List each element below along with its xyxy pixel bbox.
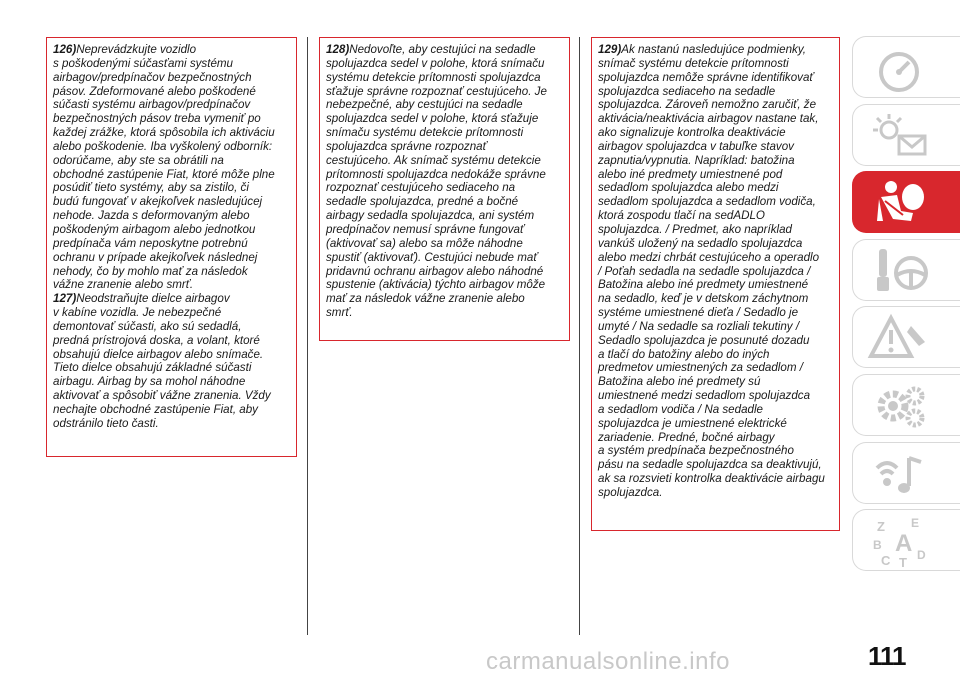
tab-safety[interactable]	[852, 171, 960, 233]
warning-text: Neodstraňujte dielce airbagov v kabíne vozidla. Je nebezpečné demontovať súčasti, ako sú sedadlá, predná prístrojová doska, a volant, ktoré obsahujú dielce airbagov alebo snímače. Tieto dielce obsahujú základné súčasti airbagu. Airbag by sa mohol náhodne aktivovať a spôsobiť vážne zranenia. Vždy nechajte obchodné zastúpenie Fiat, aby odstránilo tieto časti.	[53, 292, 271, 430]
warning-number: 128)	[326, 43, 350, 56]
index-letter: A	[895, 530, 913, 558]
maintenance-gears-icon	[867, 380, 931, 432]
key-steering-wheel-icon	[867, 245, 931, 297]
warning-box-1	[46, 37, 297, 457]
tab-warning-lights[interactable]	[852, 104, 960, 166]
tab-maintenance[interactable]	[852, 374, 960, 436]
watermark: carmanualsonline.info	[486, 648, 730, 675]
warning-number: 129)	[598, 43, 622, 56]
multimedia-icon	[867, 448, 931, 500]
airbag-seat-icon	[867, 177, 931, 229]
warning-text: Ak nastanú nasledujúce podmienky, snímač systému detekcie prítomnosti spolujazdca nemôže správne identifikovať spolujazdca sediaceho na sedadle spolujazdca. Zároveň nemožno zaručiť, že aktivácia/neaktivácia airbagov nastane tak, ako signalizuje kontrolka deaktivácie airbagov spolujazdca v tabuľke stavov zapnutia/vypnutia. Napríklad: batožina alebo iné predmety umiestnené pod sedadlom spolujazdca alebo medzi sedadlom spolujazdca a sedadlom vodiča, ktorá zospodu tlačí na sedADLO spolujazdca. / Predmet, ako napríklad vankúš uložený na sedadlo spolujazdca alebo medzi chrbát cestujúceho a operadlo / Poťah sedadla na sedadle spolujazdca / Batožina alebo iné predmety umiestnené na sedadlo, keď je v detskom záchytnom systéme umiestnené dieťa / Sedadlo je umyté / Na sedadle sa rozliali tekutiny / Sedadlo spolujazdca je posunuté dozadu a tlačí do batožiny alebo do iných predmetov umiestnených za sedadlom / Batožina alebo iné predmety sú umiestnené medzi sedadlom spolujazdca a sedadlom vodiča / Na sedadle spolujazdca je umiestnené elektrické zariadenie. Predné, bočné airbagy a systém predpínača bezpečnostného pásu na sedadle spolujazdca sa deaktivujú, ak sa rozsvieti kontrolka deaktivácie airbagu spolujazdca.	[598, 43, 825, 499]
index-letter: B	[873, 538, 882, 553]
warning-box-3	[591, 37, 840, 531]
chapter-tabs	[852, 36, 960, 577]
tab-starting-driving[interactable]	[852, 239, 960, 301]
emergency-warning-triangle-icon	[867, 312, 931, 364]
page-number: 111	[868, 641, 906, 671]
tab-emergency[interactable]	[852, 306, 960, 368]
index-letter: E	[911, 516, 920, 531]
index-letter: Z	[877, 519, 885, 535]
warning-number: 127)	[53, 292, 77, 306]
column-divider	[307, 37, 308, 635]
tab-index[interactable]	[852, 509, 960, 571]
tab-dashboard[interactable]	[852, 36, 960, 98]
warning-127	[53, 292, 296, 430]
warning-number: 126)	[53, 43, 77, 56]
warning-129	[598, 43, 839, 500]
warning-126	[53, 43, 296, 292]
index-letter: D	[917, 548, 926, 563]
warning-lights-icon	[867, 110, 931, 162]
warning-text: Nedovoľte, aby cestujúci na sedadle spolujazdca sedel v polohe, ktorá snímaču systému detekcie prítomnosti spolujazdca sťažuje správne rozpoznať cestujúceho. Je nebezpečné, aby cestujúci na sedadle spolujazdca sedel v polohe, ktorá sťažuje snímaču systému detekcie prítomnosti spolujazdca správne rozpoznať cestujúceho. Ak snímač systému detekcie prítomnosti spolujazdca nedokáže správne rozpoznať cestujúceho sediaceho na sedadle spolujazdca, predné a bočné airbagy sedadla spolujazdca, ani systém predpínačov nemusí správne fungovať (aktivovať sa) alebo sa môže náhodne spustiť (aktivovať). Cestujúci nebude mať pridavnú ochranu airbagov alebo náhodné spustenie (aktivácia) týchto airbagov môže mať za následok vážne zranenie alebo smrť.	[326, 43, 547, 320]
warning-128	[326, 43, 569, 320]
warning-text: Neprevádzkujte vozidlo s poškodenými súčasťami systému airbagov/predpínačov bezpečnostných pásov. Zdeformované alebo poškodené súčasti systému airbagov/predpínačov bezpečnostných pásov treba vymeniť po každej zrážke, ktorá spôsobila ich aktiváciu alebo poškodenie. Iba vyškolený odborník: odorúčame, aby ste sa obrátili na obchodné zastúpenie Fiat, ktoré môže plne posúdiť tieto systémy, aby sa zistilo, či budú fungovať v akejkoľvek nasledujúcej nehode. Jazda s deformovaným alebo poškodeným airbagom alebo jednotkou predpínača vám neposkytne potrebnú ochranu v prípade akejkoľvek následnej nehody, čo by mohlo mať za následok vážne zranenie alebo smrť.	[53, 43, 275, 292]
column-divider	[579, 37, 580, 635]
index-letter: C	[881, 553, 891, 568]
dashboard-icon	[867, 42, 931, 94]
tab-multimedia[interactable]	[852, 442, 960, 504]
index-letter: T	[899, 555, 907, 568]
index-letters-icon	[867, 515, 931, 567]
warning-box-2	[319, 37, 570, 341]
